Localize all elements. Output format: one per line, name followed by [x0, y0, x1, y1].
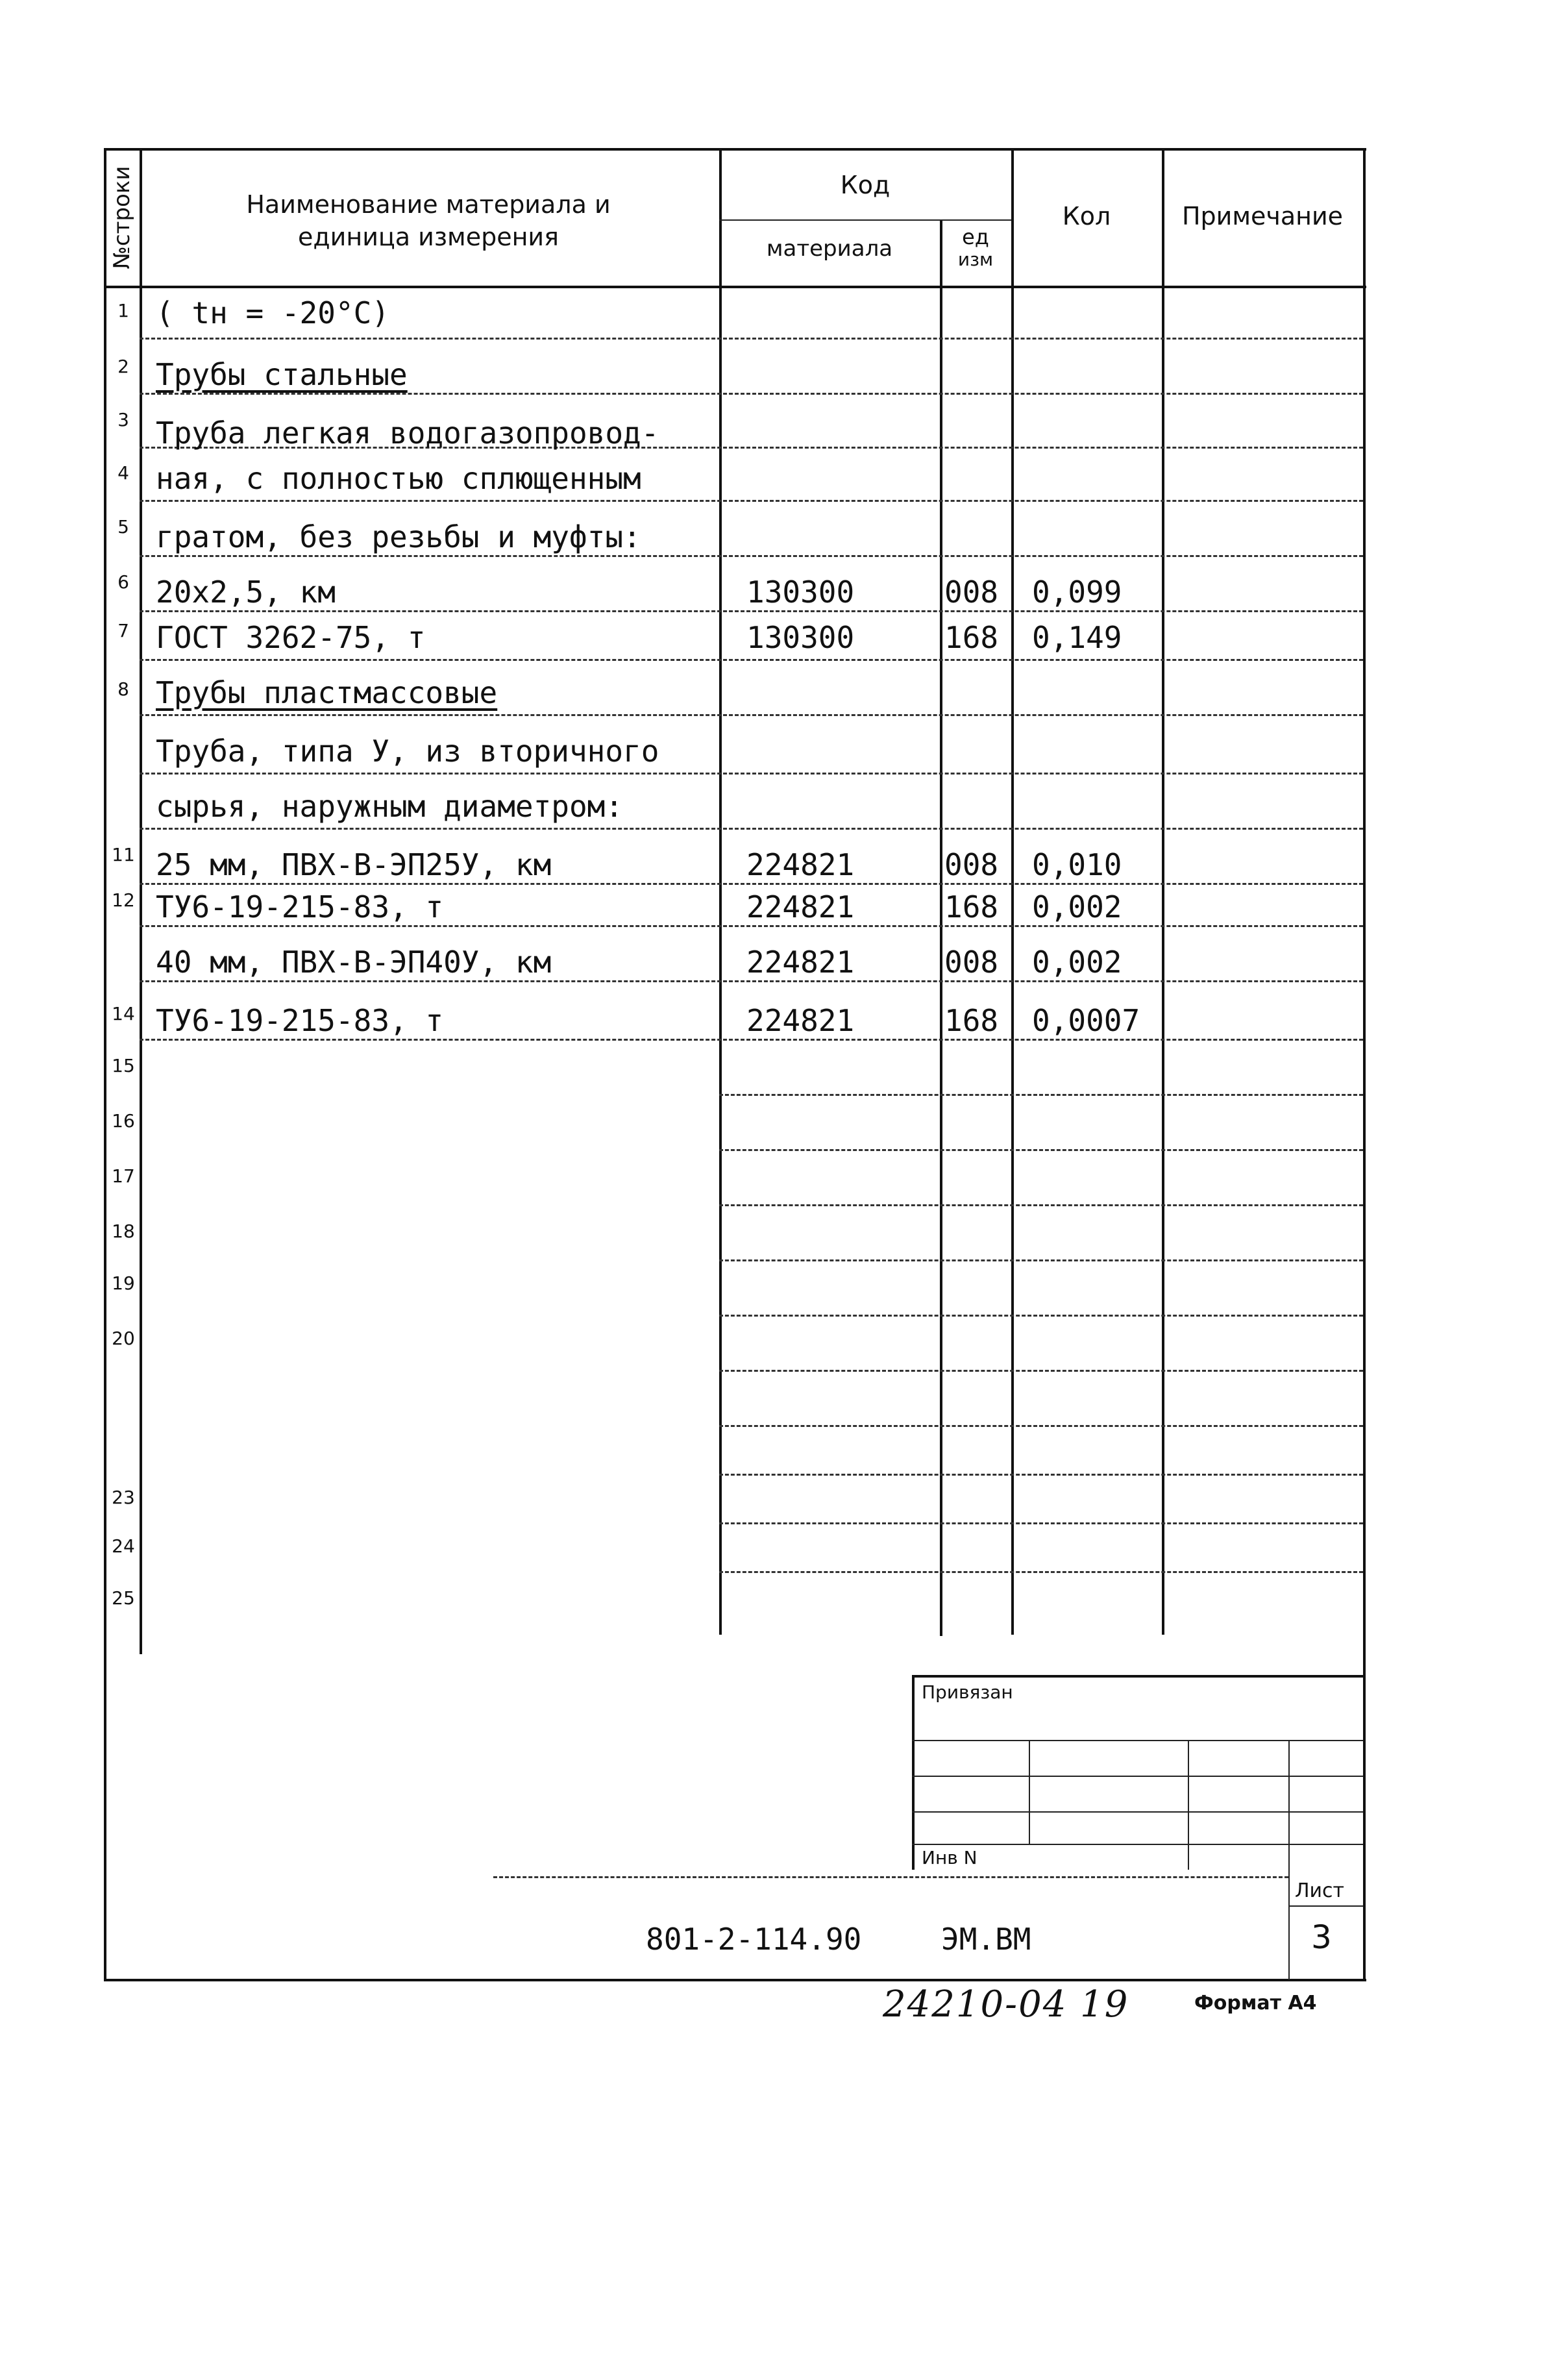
header-qty: Кол	[1062, 202, 1111, 230]
quantity: 0,002	[1032, 889, 1122, 924]
sheet-number: 3	[1311, 1918, 1332, 1956]
material-name: Труба, типа У, из вторичного	[156, 734, 659, 769]
row-number: 19	[112, 1272, 135, 1294]
sheet-label: Лист	[1295, 1879, 1345, 1902]
row-number: 11	[112, 844, 135, 865]
document-type: ЭМ.ВМ	[941, 1922, 1031, 1957]
material-name: ная, с полностью сплющенным	[156, 461, 641, 496]
material-name: Трубы стальные	[156, 357, 408, 392]
material-name: 20x2,5, км	[156, 575, 336, 610]
header-unit-line1: ед	[962, 225, 989, 249]
row-number: 24	[112, 1535, 135, 1557]
header-code: Код	[840, 171, 891, 199]
row-number: 8	[117, 678, 129, 700]
unit-code: 168	[944, 1003, 999, 1038]
material-name: ( tн = -20°C)	[156, 295, 390, 330]
material-name: 25 мм, ПВХ-В-ЭП25У, км	[156, 847, 552, 882]
row-number: 18	[112, 1221, 135, 1242]
unit-code: 168	[944, 620, 999, 655]
material-code: 224821	[746, 889, 855, 924]
material-name: сырья, наружным диаметром:	[156, 789, 624, 824]
material-name: 40 мм, ПВХ-В-ЭП40У, км	[156, 945, 552, 980]
header-name-line1: Наименование материала и	[246, 190, 611, 219]
material-code: 224821	[746, 945, 855, 980]
material-code: 130300	[746, 620, 855, 655]
row-number: 5	[117, 516, 129, 538]
row-number: 4	[117, 462, 129, 484]
material-name: Трубы пластмассовые	[156, 675, 498, 710]
format-label: Формат А4	[1194, 1992, 1317, 2014]
quantity: 0,002	[1032, 945, 1122, 980]
row-number: 16	[112, 1110, 135, 1132]
row-number: 15	[112, 1055, 135, 1076]
material-code: 224821	[746, 847, 855, 882]
row-number: 12	[112, 889, 135, 911]
document-code: 801-2-114.90	[646, 1922, 862, 1957]
unit-code: 008	[944, 847, 999, 882]
material-name: гратом, без резьбы и муфты:	[156, 519, 641, 554]
unit-code: 008	[944, 575, 999, 610]
material-code: 224821	[746, 1003, 855, 1038]
row-number: 7	[117, 620, 129, 641]
row-number: 2	[117, 356, 129, 377]
row-number: 1	[117, 300, 129, 321]
quantity: 0,010	[1032, 847, 1122, 882]
quantity: 0,099	[1032, 575, 1122, 610]
header-name-line2: единица измерения	[298, 223, 559, 251]
unit-code: 168	[944, 889, 999, 924]
handwritten-number: 24210-04 19	[883, 1983, 1129, 2026]
row-number: 20	[112, 1328, 135, 1349]
binding-label: Привязан	[922, 1681, 1013, 1703]
row-number: 23	[112, 1487, 135, 1508]
row-number: 6	[117, 571, 129, 593]
material-name: Труба легкая водогазопровод-	[156, 415, 659, 451]
row-number: 14	[112, 1003, 135, 1024]
quantity: 0,149	[1032, 620, 1122, 655]
material-name: ТУ6-19-215-83, т	[156, 889, 444, 924]
row-number: 17	[112, 1165, 135, 1187]
header-code-material: материала	[766, 236, 893, 262]
material-code: 130300	[746, 575, 855, 610]
row-number: 25	[112, 1587, 135, 1609]
row-number: 3	[117, 409, 129, 430]
inventory-number-label: Инв N	[922, 1847, 977, 1868]
material-name: ГОСТ 3262-75, т	[156, 620, 426, 655]
unit-code: 008	[944, 945, 999, 980]
quantity: 0,0007	[1032, 1003, 1140, 1038]
header-note: Примечание	[1181, 202, 1344, 230]
header-row-number: №строки	[109, 166, 135, 269]
material-name: ТУ6-19-215-83, т	[156, 1003, 444, 1038]
header-unit-line2: изм	[957, 249, 994, 270]
